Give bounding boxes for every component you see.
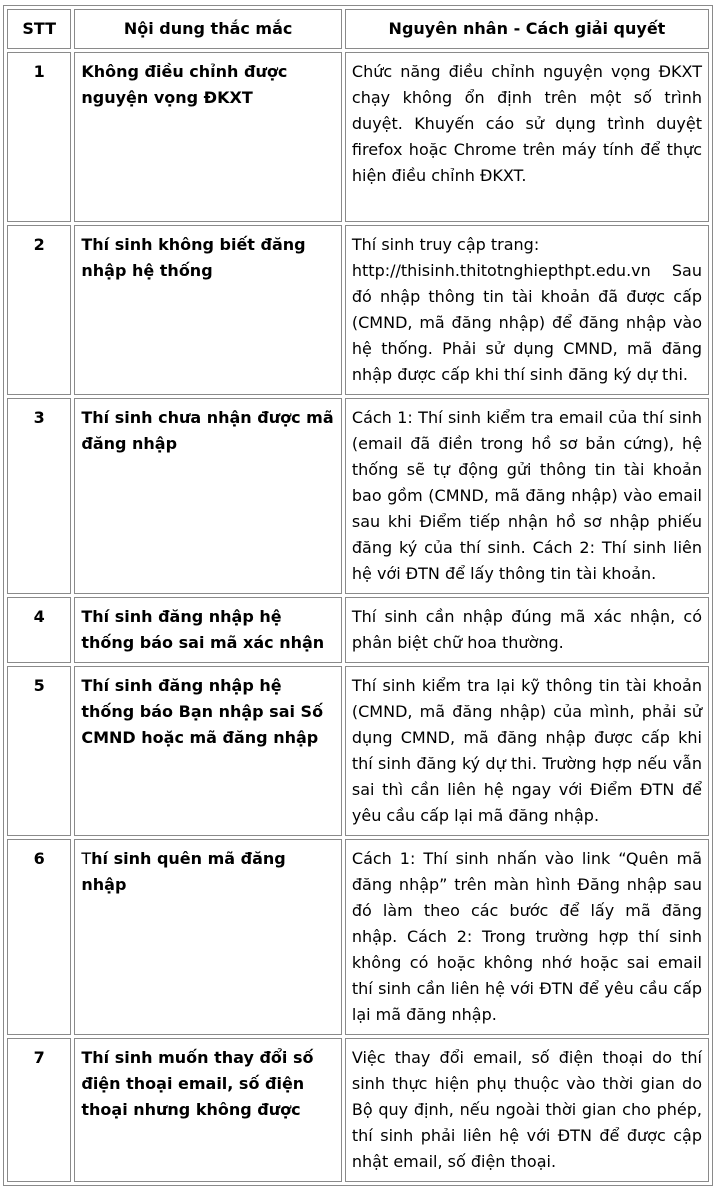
row-answer: Thí sinh cần nhập đúng mã xác nhận, có phân biệt chữ hoa thường. [345, 597, 709, 663]
table-row [7, 839, 709, 1035]
row-stt: 7 [7, 1038, 71, 1182]
row-stt: 6 [7, 839, 71, 1035]
header-answer: Nguyên nhân - Cách giải quyết [345, 9, 709, 49]
row-stt: 5 [7, 666, 71, 836]
question-rest: hí sinh quên mã đăng nhập [81, 849, 286, 894]
row-answer: Cách 1: Thí sinh nhấn vào link “Quên mã đăng nhập” trên màn hình Đăng nhập sau đó làm theo các bước để lấy mã đăng nhập. Cách 2: Trong trường hợp thí sinh không có hoặc không nhớ hoặc sai email thí sinh cần liên hệ với ĐTN để yêu cầu cấp lại mã đăng nhập. [345, 839, 709, 1035]
row-question: Thí sinh đăng nhập hệ thống báo Bạn nhập sai Số CMND hoặc mã đăng nhập [74, 666, 342, 836]
row-question: Thí sinh muốn thay đổi số điện thoại email, số điện thoại nhưng không được [74, 1038, 342, 1182]
answer-body: http://thisinh.thitotnghiepthpt.edu.vn Sau đó nhập thông tin tài khoản đã được cấp (CMND, mã đăng nhập) để đăng nhập vào hệ thống. Phải sử dụng CMND, mã đăng nhập được cấp khi thí sinh đăng ký dự thi. [351, 261, 702, 384]
table-row [7, 225, 709, 395]
header-question: Nội dung thắc mắc [74, 9, 342, 49]
row-stt: 3 [7, 398, 71, 594]
row-answer: Chức năng điều chỉnh nguyện vọng ĐKXT chạy không ổn định trên một số trình duyệt. Khuyến cáo sử dụng trình duyệt firefox hoặc Chrome trên máy tính để thực hiện điều chỉnh ĐKXT. [345, 52, 709, 222]
faq-table [3, 5, 713, 1186]
row-answer: Việc thay đổi email, số điện thoại do thí sinh thực hiện phụ thuộc vào thời gian do Bộ quy định, nếu ngoài thời gian cho phép, thí sinh phải liên hệ với ĐTN để được cập nhật email, số điện thoại. [345, 1038, 709, 1182]
row-stt: 2 [7, 225, 71, 395]
table-row [7, 398, 709, 594]
header-stt: STT [7, 9, 71, 49]
table-row [7, 666, 709, 836]
row-question: Không điều chỉnh được nguyện vọng ĐKXT [74, 52, 342, 222]
table-row [7, 1038, 709, 1182]
row-answer: Cách 1: Thí sinh kiểm tra email của thí sinh (email đã điền trong hồ sơ bản cứng), hệ thống sẽ tự động gửi thông tin tài khoản bao gồm (CMND, mã đăng nhập) vào email sau khi Điểm tiếp nhận hồ sơ nhập phiếu đăng ký của thí sinh. Cách 2: Thí sinh liên hệ với ĐTN để lấy thông tin tài khoản. [345, 398, 709, 594]
row-stt: 4 [7, 597, 71, 663]
row-question: Thí sinh đăng nhập hệ thống báo sai mã xác nhận [74, 597, 342, 663]
table-header-row [7, 9, 709, 49]
row-answer: Thí sinh kiểm tra lại kỹ thông tin tài khoản (CMND, mã đăng nhập) của mình, phải sử dụng CMND, mã đăng nhập được cấp khi thí sinh đăng ký dự thi. Trường hợp nếu vẫn sai thì cần liên hệ ngay với Điểm ĐTN để yêu cầu cấp lại mã đăng nhập. [345, 666, 709, 836]
row-question: Thí sinh không biết đăng nhập hệ thống [74, 225, 342, 395]
answer-intro: Thí sinh truy cập trang: [351, 235, 540, 254]
table-row [7, 597, 709, 663]
table-row [7, 52, 709, 222]
row-answer [345, 225, 709, 395]
row-stt: 1 [7, 52, 71, 222]
row-question: Thí sinh chưa nhận được mã đăng nhập [74, 398, 342, 594]
row-question [74, 839, 342, 1035]
question-initial: T [81, 849, 92, 868]
